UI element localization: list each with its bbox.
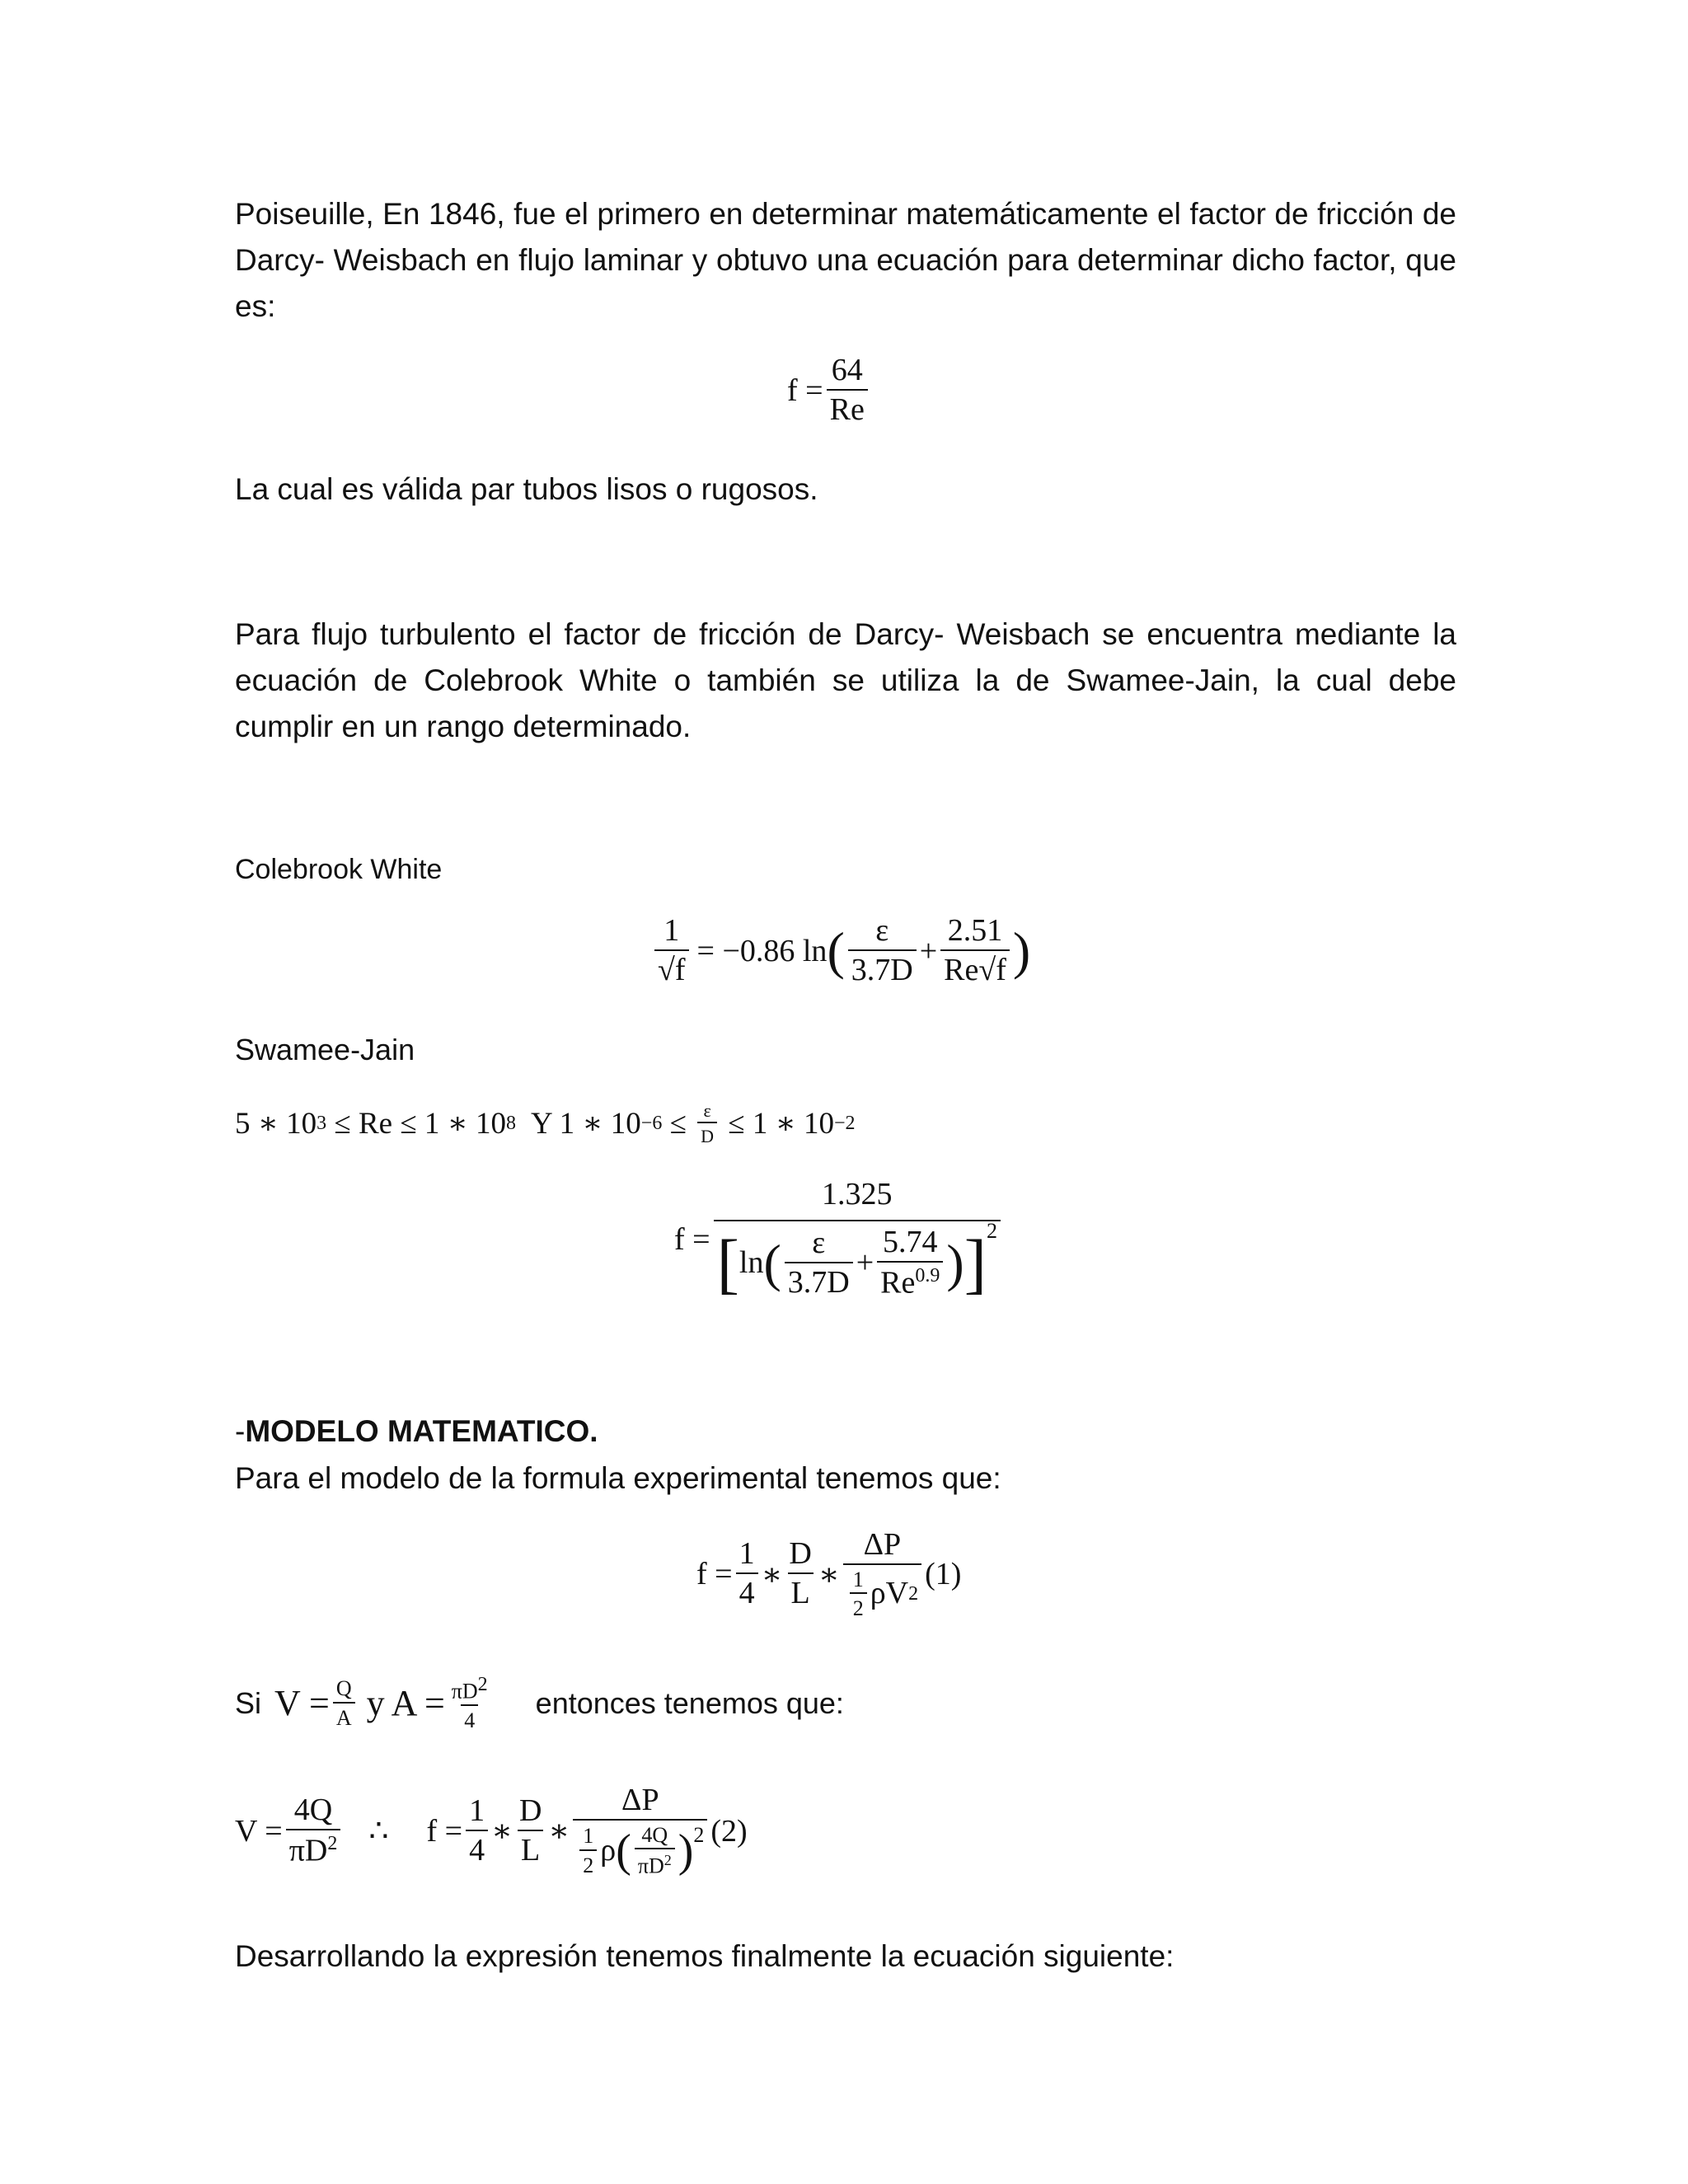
- heading-dash: -: [235, 1414, 246, 1448]
- fraction-denominator: [714, 1220, 1001, 1300]
- fraction-2-51: [940, 915, 1010, 987]
- a-lhs: A =: [391, 1683, 445, 1724]
- equation-tag: (1): [925, 1557, 962, 1592]
- fraction-4q-over-pid2: [286, 1794, 341, 1868]
- fraction-epsilon-3-7d: [848, 915, 917, 987]
- plus-sign: +: [856, 1244, 874, 1280]
- fraction-numerator: ΔP: [621, 1783, 659, 1817]
- section-heading: [235, 1411, 598, 1452]
- range-part: 5 ∗ 10: [235, 1107, 317, 1141]
- fraction-4q-over-pid2: [635, 1824, 675, 1877]
- fraction-numerator: [448, 1675, 491, 1704]
- rho: ρ: [600, 1832, 617, 1868]
- fraction-numerator: 2.51: [947, 913, 1003, 948]
- fraction-q-over-a: [333, 1677, 355, 1729]
- paragraph-validity: La cual es válida par tubos lisos o rugosos.: [235, 472, 818, 506]
- fraction-numerator: 1: [469, 1793, 485, 1828]
- fraction-numerator: 4Q: [641, 1822, 668, 1847]
- fraction-denominator: 2: [579, 1849, 597, 1877]
- v-lhs: V =: [274, 1683, 330, 1724]
- si-text: Si: [235, 1685, 262, 1720]
- ln-operator: ln: [738, 1244, 764, 1280]
- fraction-numerator: ΔP: [863, 1527, 902, 1562]
- fraction-denominator: 3.7D: [785, 1262, 853, 1300]
- fraction-denominator: 4: [736, 1572, 758, 1610]
- fraction-swamee: [714, 1179, 1001, 1300]
- fraction-numerator: 64: [831, 353, 863, 387]
- fraction-denominator: [286, 1829, 341, 1868]
- fraction-d-over-l: [785, 1538, 814, 1610]
- multiply-sign: ∗: [818, 1557, 840, 1592]
- fraction-numerator: ε: [812, 1225, 826, 1260]
- fraction-numerator: D: [789, 1536, 812, 1572]
- fraction-numerator: D: [518, 1793, 542, 1828]
- fraction-numerator: 1: [738, 1536, 755, 1572]
- fraction-d-over-l: [516, 1795, 545, 1868]
- exponent: 0.9: [915, 1264, 940, 1286]
- fraction-5-74: [877, 1226, 943, 1300]
- equation-swamee-jain: [674, 1179, 1004, 1300]
- fraction-numerator: ε: [703, 1100, 711, 1121]
- fraction-denominator: 3.7D: [848, 949, 917, 987]
- pi-d: πD: [288, 1833, 328, 1868]
- equation-tag: (2): [710, 1813, 748, 1849]
- fraction-one-half: [850, 1568, 867, 1620]
- exponent: 2: [908, 1582, 919, 1605]
- pi-d: πD: [637, 1854, 664, 1878]
- fraction-delta-p: [573, 1784, 707, 1877]
- range-part: Y 1 ∗ 10: [531, 1107, 641, 1141]
- fraction-epsilon-d: [697, 1101, 717, 1146]
- equation-rhs-start: = −0.86 ln: [696, 933, 828, 968]
- left-paren: (: [827, 921, 845, 980]
- equation-range: [235, 1101, 856, 1146]
- fraction-denominator: L: [518, 1830, 543, 1868]
- fraction-denominator: L: [788, 1572, 814, 1610]
- fraction-denominator: √f: [654, 949, 689, 987]
- y-text: y: [366, 1683, 385, 1724]
- exponent: 2: [327, 1832, 338, 1854]
- fraction-numerator: 1.325: [822, 1177, 893, 1212]
- left-bracket: [: [716, 1225, 739, 1301]
- exponent: −2: [834, 1112, 856, 1134]
- right-paren: ): [1012, 921, 1031, 980]
- definitions-line: [235, 1675, 844, 1732]
- multiply-sign: ∗: [761, 1557, 783, 1592]
- multiply-sign: ∗: [491, 1814, 513, 1849]
- fraction-64-re: [827, 354, 868, 427]
- fraction-numerator: ε: [875, 913, 889, 948]
- fraction-denominator: D: [697, 1122, 717, 1146]
- fraction-denominator: Re√f: [940, 949, 1010, 987]
- range-part: ≤: [662, 1106, 695, 1141]
- therefore-symbol: ∴: [368, 1814, 389, 1849]
- right-bracket: ]: [964, 1225, 987, 1301]
- fraction-denominator: 4: [461, 1704, 478, 1732]
- label-swamee: Swamee-Jain: [235, 1033, 415, 1066]
- range-part: ≤ 1 ∗ 10: [720, 1107, 834, 1141]
- right-paren: ): [946, 1233, 964, 1292]
- fraction-denominator: [573, 1819, 707, 1877]
- reynolds: Re: [880, 1265, 916, 1301]
- fraction-delta-p: [843, 1529, 921, 1619]
- fraction-denominator: [635, 1848, 675, 1877]
- fraction-numerator: 1: [852, 1567, 864, 1591]
- rho-v: ρV: [870, 1576, 909, 1611]
- exponent: −6: [640, 1112, 663, 1134]
- fraction-numerator: 1: [663, 913, 680, 948]
- fraction-one-quarter: [736, 1538, 758, 1610]
- paragraph-final: Desarrollando la expresión tenemos finalmente la ecuación siguiente:: [235, 1939, 1175, 1973]
- fraction-numerator: Q: [335, 1676, 352, 1701]
- fraction-one-over-sqrt-f: [654, 915, 689, 987]
- equation-lhs: f =: [696, 1557, 733, 1592]
- exponent: 8: [506, 1112, 517, 1134]
- equation-lhs: f =: [674, 1221, 710, 1257]
- left-paren: (: [763, 1233, 781, 1292]
- plus-sign: +: [919, 933, 938, 968]
- right-paren: ): [678, 1825, 694, 1877]
- range-part: ≤ Re ≤ 1 ∗ 10: [326, 1107, 507, 1141]
- fraction-numerator: 4Q: [293, 1792, 333, 1827]
- fraction-numerator: 5.74: [883, 1224, 938, 1259]
- exponent: 3: [316, 1112, 327, 1134]
- exponent: 2: [987, 1218, 998, 1243]
- v-lhs: V =: [235, 1813, 283, 1849]
- fraction-denominator: Re: [827, 389, 868, 427]
- fraction-denominator: 2: [850, 1592, 867, 1619]
- multiply-sign: ∗: [548, 1814, 570, 1849]
- pi-d: πD: [451, 1679, 478, 1704]
- fraction-one-quarter: [466, 1795, 488, 1868]
- fraction-epsilon-3-7d: [785, 1227, 853, 1300]
- paragraph-turbulent: Para flujo turbulento el factor de fricción de Darcy- Weisbach se encuentra mediante la ecuación de Colebrook White o también se utiliza la de Swamee-Jain, la cual debe cumplir en un rango determinado.: [235, 617, 1456, 743]
- equation-model-1: [696, 1529, 961, 1619]
- equation-laminar: [787, 354, 871, 427]
- exponent: 2: [477, 1674, 488, 1695]
- exponent: 2: [693, 1822, 705, 1847]
- heading-text: MODELO MATEMATICO.: [245, 1414, 598, 1448]
- fraction-one-half: [579, 1825, 597, 1877]
- fraction-area: [448, 1675, 491, 1732]
- fraction-denominator: [877, 1261, 943, 1301]
- equation-lhs: f =: [787, 373, 823, 408]
- fraction-denominator: A: [333, 1702, 355, 1729]
- paragraph-poiseuille: Poiseuille, En 1846, fue el primero en determinar matemáticamente el factor de fricción de Darcy- Weisbach en flujo laminar y obtuvo una ecuación para determinar dicho factor, que es:: [235, 197, 1456, 323]
- left-paren: (: [616, 1825, 631, 1877]
- exponent: 2: [663, 1852, 672, 1869]
- equation-lhs: f =: [426, 1813, 463, 1849]
- equation-colebrook: [651, 915, 1030, 987]
- entonces-text: entonces tenemos que:: [535, 1685, 844, 1720]
- equation-model-2: [235, 1784, 748, 1877]
- paragraph-model: Para el modelo de la formula experimental tenemos que:: [235, 1461, 1001, 1495]
- label-colebrook: Colebrook White: [235, 854, 443, 885]
- fraction-denominator: 4: [466, 1830, 488, 1868]
- fraction-denominator: [843, 1563, 921, 1620]
- fraction-numerator: 1: [583, 1824, 594, 1849]
